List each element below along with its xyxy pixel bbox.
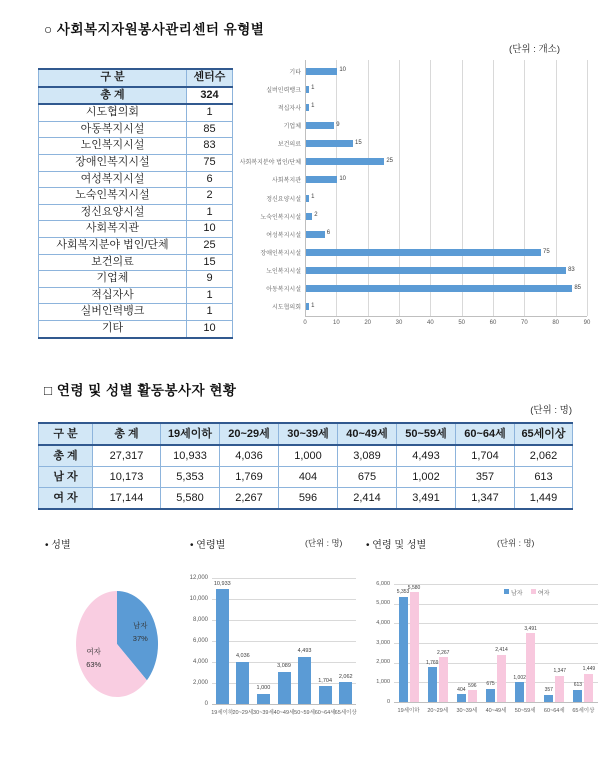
category-label: 65세이상 <box>334 710 357 716</box>
bar-value-label: 1 <box>311 85 315 92</box>
bar <box>439 657 448 702</box>
grid-line <box>394 623 598 624</box>
table-cell-value: 324 <box>187 87 233 105</box>
bar-value-label: 10 <box>339 176 347 183</box>
pie-slice-label: 37% <box>132 633 148 643</box>
table-row <box>39 138 233 155</box>
center-type-table <box>38 68 233 339</box>
category-label: 실버인력뱅크 <box>266 87 301 94</box>
grid-line <box>399 60 400 316</box>
bar <box>399 597 408 702</box>
bar-value-label: 1,347 <box>553 668 567 674</box>
age-gender-table-head <box>39 423 573 445</box>
bar <box>306 104 309 111</box>
table-cell-label: 총 계 <box>39 87 187 105</box>
table-cell: 404 <box>279 467 338 488</box>
category-label: 기타 <box>289 69 301 76</box>
age-chart-caption: • 연령별 <box>190 540 226 551</box>
pie-svg <box>70 586 170 708</box>
table-row <box>39 154 233 171</box>
table-cell-value: 6 <box>187 171 233 188</box>
table-row <box>39 237 233 254</box>
bar <box>428 667 437 702</box>
bar <box>486 689 495 702</box>
bar-value-label: 675 <box>486 681 495 688</box>
bar <box>555 676 564 702</box>
bar <box>457 694 466 702</box>
table-cell-value: 1 <box>187 204 233 221</box>
table-cell: 2,414 <box>338 488 397 510</box>
table-cell: 총 계 <box>39 445 93 467</box>
x-tick-label: 40 <box>426 320 434 326</box>
axis-line <box>305 60 306 316</box>
table-cell: 3,491 <box>397 488 456 510</box>
category-label: 40~49세 <box>485 708 507 714</box>
table-header-cell: 19세이하 <box>161 423 220 445</box>
age-chart-unit: (단위 : 명) <box>305 538 343 548</box>
bar-value-label: 6 <box>326 230 331 237</box>
table-row <box>39 287 233 304</box>
y-tick-label: 4,000 <box>376 619 390 626</box>
table-cell: 여 자 <box>39 488 93 510</box>
bar-value-label: 2,267 <box>436 649 450 656</box>
y-tick-label: 4,000 <box>192 658 208 665</box>
x-tick-label: 70 <box>520 320 528 326</box>
grid-line <box>394 604 598 605</box>
center-type-table-body <box>39 87 233 338</box>
table-header-row <box>39 423 573 445</box>
bar-value-label: 1,449 <box>582 666 596 672</box>
section2-title: □ 연령 및 성별 활동봉사자 현황 <box>44 383 237 398</box>
table-header-cell: 구 분 <box>39 69 187 87</box>
table-row <box>39 221 233 238</box>
table-cell-value: 15 <box>187 254 233 271</box>
bar-value-label: 357 <box>544 687 553 694</box>
bar-value-label: 75 <box>543 248 550 255</box>
bar <box>515 682 524 702</box>
bar-value-label: 1,002 <box>513 674 526 681</box>
table-header-cell: 65세이상 <box>515 423 573 445</box>
category-label: 정신요양시설 <box>266 196 301 203</box>
table-cell-label: 아동복지시설 <box>39 121 187 138</box>
bar <box>306 303 309 310</box>
bar <box>339 682 352 704</box>
table-cell-value: 85 <box>187 121 233 138</box>
table-cell-value: 83 <box>187 138 233 155</box>
bar-value-label: 83 <box>568 266 575 273</box>
table-cell: 5,353 <box>161 467 220 488</box>
table-cell-value: 9 <box>187 271 233 288</box>
section1-title: ○ 사회복지자원봉사관리센터 유형별 <box>44 22 265 37</box>
bar <box>216 589 229 704</box>
bar-value-label: 9 <box>336 121 340 128</box>
bar-value-label: 3,491 <box>524 625 537 632</box>
table-cell-value: 2 <box>187 188 233 205</box>
table-row <box>39 320 233 337</box>
table-cell-label: 정신요양시설 <box>39 204 187 221</box>
table-cell-label: 장애인복지시설 <box>39 154 187 171</box>
table-header-cell: 구 분 <box>39 423 93 445</box>
category-label: 사회복지관 <box>272 178 301 185</box>
category-label: 20~29세 <box>232 710 254 716</box>
age-gender-table-body <box>39 445 573 509</box>
center-type-table-head <box>39 69 233 87</box>
y-tick-label: 1,000 <box>376 678 390 685</box>
grid-line <box>212 620 356 621</box>
table-cell: 1,704 <box>456 445 515 467</box>
table-cell: 2,062 <box>515 445 573 467</box>
category-label: 기업체 <box>283 124 301 131</box>
bar <box>306 122 334 129</box>
axis-line <box>305 316 587 317</box>
table-header-cell: 총 계 <box>93 423 161 445</box>
grid-line <box>394 643 598 644</box>
table-cell: 357 <box>456 467 515 488</box>
bar-value-label: 1 <box>311 194 315 201</box>
axis-line <box>212 704 356 705</box>
bar-value-label: 85 <box>574 284 582 291</box>
table-row <box>39 445 573 467</box>
category-label: 사회복지분야 법인/단체 <box>239 160 301 167</box>
bar <box>306 249 541 256</box>
grid-line <box>212 641 356 642</box>
axis-line <box>394 702 598 703</box>
section1-unit-label: (단위 : 개소) <box>509 44 560 55</box>
table-cell-value: 25 <box>187 237 233 254</box>
table-row <box>39 87 233 105</box>
bar <box>584 674 593 702</box>
pie-slice-label: 남자 <box>133 620 148 630</box>
table-header-row <box>39 69 233 87</box>
table-cell-label: 사회복지관 <box>39 221 187 238</box>
section2-unit-label: (단위 : 명) <box>530 405 572 416</box>
table-cell: 1,000 <box>279 445 338 467</box>
table-cell: 613 <box>515 467 573 488</box>
x-tick-label: 80 <box>552 320 559 326</box>
bar <box>468 690 477 702</box>
bar <box>306 86 309 93</box>
y-tick-label: 0 <box>204 700 208 707</box>
x-tick-label: 50 <box>458 320 465 326</box>
bar-value-label: 10,933 <box>213 580 231 587</box>
age-bar-chart <box>186 566 362 730</box>
bar <box>278 672 291 704</box>
table-cell: 10,933 <box>161 445 220 467</box>
grid-line <box>212 578 356 579</box>
table-cell-value: 10 <box>187 320 233 337</box>
table-header-cell: 40~49세 <box>338 423 397 445</box>
bar-value-label: 2 <box>314 212 318 219</box>
table-cell-label: 노인복지시설 <box>39 138 187 155</box>
bar <box>298 657 311 704</box>
table-header-cell: 60~64세 <box>456 423 515 445</box>
table-cell-value: 10 <box>187 221 233 238</box>
legend-label: 남자 <box>511 591 523 597</box>
table-cell-label: 사회복지분야 법인/단체 <box>39 237 187 254</box>
bar-value-label: 3,089 <box>277 663 291 670</box>
x-tick-label: 60 <box>489 320 497 326</box>
bar-value-label: 4,036 <box>235 653 250 660</box>
age-gender-chart-caption: • 연령 및 성별 <box>366 540 427 551</box>
category-label: 시도협의회 <box>272 305 301 312</box>
table-cell: 2,267 <box>220 488 279 510</box>
gender-chart-caption: • 성별 <box>45 540 71 551</box>
bar-value-label: 4,493 <box>297 648 312 655</box>
table-cell-label: 노숙인복지시설 <box>39 188 187 205</box>
y-tick-label: 10,000 <box>189 595 208 602</box>
table-cell: 1,769 <box>220 467 279 488</box>
bar-value-label: 25 <box>386 157 394 164</box>
bar <box>306 213 312 220</box>
center-type-bar-chart <box>239 58 599 350</box>
table-cell-label: 적십자사 <box>39 287 187 304</box>
grid-line <box>587 60 588 316</box>
bar <box>306 195 309 202</box>
bar <box>306 285 572 292</box>
bar-value-label: 2,062 <box>338 673 353 680</box>
category-label: 노숙인복지시설 <box>260 214 301 221</box>
table-row <box>39 254 233 271</box>
grid-line <box>556 60 557 316</box>
table-cell: 남 자 <box>39 467 93 488</box>
table-cell: 27,317 <box>93 445 161 467</box>
bar-value-label: 10 <box>339 67 347 74</box>
x-tick-label: 30 <box>395 320 403 326</box>
table-cell-label: 기업체 <box>39 271 187 288</box>
bar-value-label: 1,769 <box>425 659 439 666</box>
category-label: 50~59세 <box>294 710 315 716</box>
age-gender-chart-unit: (단위 : 명) <box>497 538 535 548</box>
bar-value-label: 1 <box>311 103 315 110</box>
table-row <box>39 204 233 221</box>
table-cell-value: 75 <box>187 154 233 171</box>
category-label: 19세이하 <box>211 710 234 716</box>
grid-line <box>336 60 340 316</box>
category-label: 30~39세 <box>253 710 274 716</box>
table-cell-label: 실버인력뱅크 <box>39 304 187 321</box>
table-cell: 1,449 <box>515 488 573 510</box>
y-tick-label: 8,000 <box>192 616 208 623</box>
gender-pie-chart <box>70 586 170 708</box>
bar <box>257 694 270 705</box>
bar <box>410 592 419 702</box>
table-header-cell: 20~29세 <box>220 423 279 445</box>
category-label: 30~39세 <box>456 708 478 714</box>
table-cell: 4,036 <box>220 445 279 467</box>
pie-slice-label: 63% <box>86 660 102 670</box>
bar <box>526 633 535 702</box>
table-row <box>39 488 573 510</box>
pie-slice-label: 여자 <box>86 647 101 657</box>
table-cell: 17,144 <box>93 488 161 510</box>
category-label: 20~29세 <box>427 708 449 714</box>
bar <box>306 68 337 75</box>
table-cell-value: 1 <box>187 104 233 121</box>
x-tick-label: 0 <box>303 320 307 326</box>
x-tick-label: 20 <box>364 320 371 326</box>
category-label: 19세이하 <box>397 708 420 714</box>
category-label: 40~49세 <box>273 710 295 716</box>
table-cell-label: 기타 <box>39 320 187 337</box>
y-tick-label: 6,000 <box>376 580 390 587</box>
table-cell-value: 1 <box>187 287 233 304</box>
table-row <box>39 188 233 205</box>
bar-value-label: 2,414 <box>495 647 508 654</box>
table-cell: 1,002 <box>397 467 456 488</box>
y-tick-label: 3,000 <box>376 639 390 646</box>
category-label: 노인복지시설 <box>266 269 301 276</box>
table-cell-value: 1 <box>187 304 233 321</box>
y-tick-label: 2,000 <box>192 679 208 686</box>
category-label: 65세이상 <box>572 708 595 714</box>
table-header-cell: 센터수 <box>187 69 233 87</box>
bar <box>573 690 582 702</box>
bar <box>236 662 249 704</box>
table-cell-label: 보건의료 <box>39 254 187 271</box>
bar <box>306 158 384 165</box>
bar-value-label: 5,580 <box>407 584 421 591</box>
table-header-cell: 50~59세 <box>397 423 456 445</box>
table-row <box>39 467 573 488</box>
grid-line <box>430 60 431 316</box>
table-row <box>39 171 233 188</box>
table-row <box>39 121 233 138</box>
bar <box>319 686 332 704</box>
x-tick-label: 90 <box>583 320 591 326</box>
table-cell: 1,347 <box>456 488 515 510</box>
y-tick-label: 6,000 <box>192 637 208 644</box>
bar-value-label: 404 <box>457 686 466 693</box>
age-gender-grouped-bar-chart <box>366 568 604 730</box>
table-cell: 10,173 <box>93 467 161 488</box>
grid-line <box>462 60 463 316</box>
y-tick-label: 5,000 <box>376 600 390 607</box>
table-cell-label: 시도협의회 <box>39 104 187 121</box>
bar <box>497 655 506 702</box>
bar-value-label: 1,000 <box>256 685 271 691</box>
x-tick-label: 10 <box>332 320 340 326</box>
table-cell: 4,493 <box>397 445 456 467</box>
category-label: 장애인복지시설 <box>260 251 301 258</box>
table-cell: 596 <box>279 488 338 510</box>
bar <box>306 231 325 238</box>
bar-value-label: 596 <box>468 682 477 689</box>
category-label: 60~64세 <box>314 710 336 716</box>
grid-line <box>524 60 525 316</box>
legend-label: 여자 <box>538 591 550 597</box>
age-gender-table <box>38 422 573 510</box>
category-label: 보건의료 <box>277 142 301 149</box>
grid-line <box>493 60 494 316</box>
legend-swatch <box>504 589 509 594</box>
bar <box>306 176 337 183</box>
table-cell: 3,089 <box>338 445 397 467</box>
bar-value-label: 1,704 <box>318 677 333 684</box>
category-label: 50~59세 <box>514 708 536 714</box>
category-label: 아동복지시설 <box>266 287 301 294</box>
table-header-cell: 30~39세 <box>279 423 338 445</box>
y-tick-label: 12,000 <box>189 574 208 581</box>
table-row <box>39 304 233 321</box>
bar <box>306 267 566 274</box>
bar <box>544 695 553 702</box>
bar-value-label: 613 <box>573 682 583 689</box>
bar-value-label: 5,353 <box>396 589 410 596</box>
bar <box>306 140 353 147</box>
table-row <box>39 271 233 288</box>
grid-line <box>368 60 369 316</box>
category-label: 여성복지시설 <box>266 232 301 239</box>
legend-swatch <box>531 589 536 594</box>
table-row <box>39 104 233 121</box>
table-cell: 675 <box>338 467 397 488</box>
y-tick-label: 0 <box>386 698 390 705</box>
table-cell: 5,580 <box>161 488 220 510</box>
category-label: 적십자사 <box>277 105 301 112</box>
category-label: 60~64세 <box>543 708 565 714</box>
bar-value-label: 1 <box>311 303 315 310</box>
grid-line <box>212 599 356 600</box>
y-tick-label: 2,000 <box>376 659 390 666</box>
table-cell-label: 여성복지시설 <box>39 171 187 188</box>
bar-value-label: 15 <box>355 139 362 146</box>
